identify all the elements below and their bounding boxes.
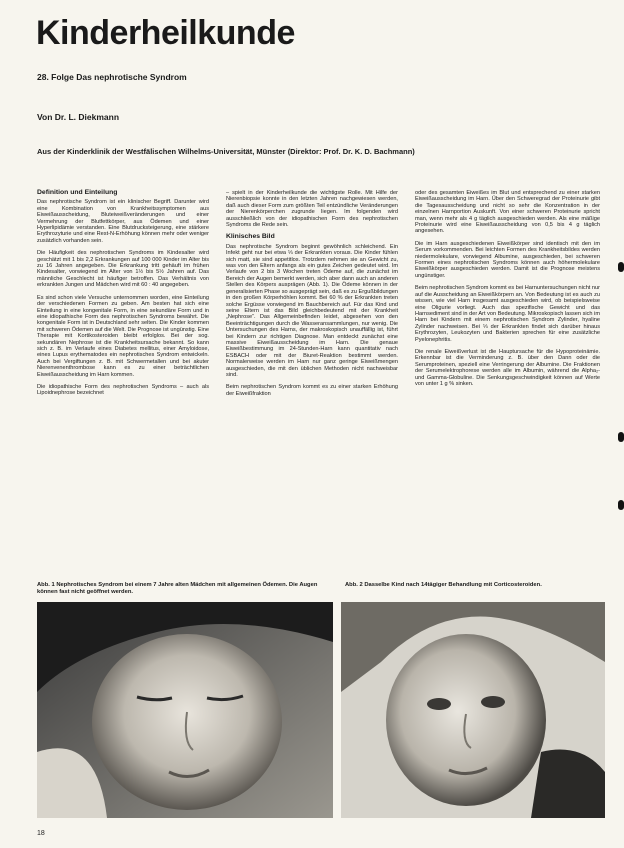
- page-number: 18: [37, 830, 45, 837]
- paragraph: Das nephrotische Syndrom ist ein klinischer Begriff. Darunter wird eine Kombination von Krankheitssymptomen aus Eiweißausscheidung, Bluteiweißveränderungen und einer Vermehrung der Blutfettkörper, aus Ödemen und einer Hyperlipidämie verstanden. Eine Blutdrucksteigerung, eine stärkere Erythrozyturie und eine Rest-N-Erhöhung können mehr oder weniger zusätzlich vorhanden sein.: [37, 199, 209, 244]
- page-title: Kinderheilkunde: [36, 14, 295, 52]
- paragraph: Beim nephrotischen Syndrom kommt es bei Harnuntersuchungen nicht nur auf die Ausscheidung an Eiweißkörpern an. Von Bedeutung ist es auch zu wissen, wie viel Harn insgesamt ausgeschieden wird, ob beispielsweise eine Oligurie vorliegt. Auch das spezifische Gewicht und das Harnsediment sind in der Art von Bedeutung. Mikroskopisch lassen sich im Harn bei Kindern mit einem nephrotischen Syndrom Zylinder, hyaline Zylinder nachweisen. Bei ⅓ der Erkrankten findet sich darüber hinaus Erythrozyten, Leukozyten und Bakterien sprechen für eine zusätzliche Pyelonephritis.: [415, 285, 601, 343]
- margin-mark: [618, 500, 624, 510]
- margin-mark: [618, 432, 624, 442]
- photo-child-before-treatment: [37, 602, 333, 818]
- photo-illustration: [341, 602, 605, 818]
- photo-illustration: [37, 602, 333, 818]
- figure-caption-2: Abb. 2 Dasselbe Kind nach 14tägiger Behandlung mit Corticosteroiden.: [345, 582, 542, 588]
- paragraph: Das nephrotische Syndrom beginnt gewöhnlich schleichend. Ein Infekt geht nur bei etwa ⅓ der Erkrankten voraus. Die Kinder fühlen sich matt, sie sind appetitlos. Trotzdem nehmen sie an Gewicht zu, was von den Eltern anfangs als ein gutes Zeichen gedeutet wird. Im Verlaufe von 2 bis 3 Wochen treten Ödeme auf, die zunächst im Bereich der Augen bemerkt werden, sich aber dann auch an anderen Stellen des Körpers ausprägen (Abb. 1). Die Ödeme können in der generalisierten Phase so ausgeprägt sein, daß es zu Ergußbildungen in den großen Körperhöhlen kommt. Bei 60 % der Erkrankten treten solche Ergüsse vorwiegend im Bauchbereich auf. Für das Kind und seine Eltern ist das Bild gleichbedeutend mit der Krankheit „Nephrose“. Das Allgemeinbefinden leidet, abgesehen von den Beeinträchtigungen durch die Wasseransammlungen, nur wenig. Die Untersuchungen des Harns, der makroskopisch unauffällig ist, führt bei Kindern zur richtigen Diagnose. Man entdeckt zunächst eine massive Eiweißausscheidung im Harn. Die genaue Eiweißbestimmung im 24-Stunden-Harn kann quantitativ nach ESBACH oder mit der Biuret-Reaktion bestimmt werden. Normalerweise werden im Harn nur ganz geringe Eiweißmengen ausgeschieden, die mit den üblichen Methoden nicht nachweisbar sind.: [226, 243, 398, 378]
- author-line: Von Dr. L. Diekmann: [37, 112, 120, 122]
- paragraph: oder des gesamten Eiweißes im Blut und entsprechend zu einer starken Eiweißausscheidung im Harn. Über den Schweregrad der Proteinurie gibt die Tagesausscheidung und nicht so sehr die Konzentration in der einzelnen Harnportion Auskunft. Von einer schweren Proteinurie spricht man, wenn mehr als 4 g täglich ausgeschieden werden. Als eine mäßige Proteinurie wird eine Eiweißausscheidung von 0,5 bis 4 g täglich angesehen.: [415, 190, 600, 235]
- margin-mark: [618, 262, 624, 272]
- paragraph: Es sind schon viele Versuche unternommen worden, eine Einteilung der verschiedenen Formen zu geben. Am besten hat sich eine Einteilung in eine kongenitale Form, in eine sekundäre Form und in eine idiopathische Form des nephrotischen Syndroms bewährt. Die kongenitale Form ist in Deutschland sehr selten. Die Kinder kommen mit schweren Ödemen auf die Welt. Die Prognose ist ungünstig. Eine Therapie mit Kortikosteroiden bleibt erfolglos. Bei der sog. sekundären Nephrose ist die Krankheitsursache bekannt. So kann sich z. B. im Verlaufe eines Diabetes mellitus, einer Amyloidose, eines Lupus erythematodes ein nephrotisches Syndrom entwickeln. Auch bei Vergiftungen z. B. mit Schwermetallen und bei akuter Nierenvenenthrombose kann es zu einer beträchtlichen Eiweißausscheidung im Harn kommen.: [37, 294, 209, 378]
- series-line: 28. Folge Das nephrotische Syndrom: [37, 72, 187, 82]
- photo-child-after-treatment: [341, 602, 605, 818]
- paragraph: Die idiopathische Form des nephrotischen Syndroms – auch als Lipoidnephrose bezeichnet: [37, 383, 209, 397]
- text-column-1: [37, 190, 209, 403]
- paragraph: Beim nephrotischen Syndrom kommt es zu einer starken Erhöhung der Eiweißfraktion: [226, 384, 398, 397]
- paragraph: Die Häufigkeit des nephrotischen Syndroms im Kindesalter wird geschätzt mit 1 bis 2,2 Erkrankungen auf 100 000 Kinder im Alter bis zu 16 Jahren angegeben. Die Erkrankung tritt gehäuft im frühen Kindesalter, vorwiegend im Alter von 1½ bis 5½ Jahren auf. Das männliche Geschlecht ist häufiger betroffen. Das Verhältnis von erkrankten Jungen und Mädchen wird mit 60 : 40 angegeben.: [37, 250, 209, 289]
- paragraph: Die renale Eiweißverlust ist die Hauptursache für die Hypoproteinämie. Erkennbar ist die Verminderung z. B. über den Dann oder die Serumproteinen, speziell eine Verringerung der Albumine. Die Fraktionen der Serumelektrophorese werden alle im Albumin, während die Alpha₂- und Gamma-Globuline. Die Senkungsgeschwindigkeit können auf Werte von unter 1 g % sinken.: [415, 348, 600, 387]
- text-column-2: [226, 190, 398, 403]
- paragraph: – spielt in der Kinderheilkunde die wichtigste Rolle. Mit Hilfe der Nierenbiopsie konnte in den letzten Jahren nachgewiesen werden, daß auch dieser Form zum größten Teil entzündliche Veränderungen der Nierenkörperchen zugrunde liegen. Im folgenden wird ausschließlich von der idiopathischen Form des nephrotischen Syndroms die Rede sein.: [226, 190, 398, 229]
- section-heading-definition: Definition und Einteilung: [37, 189, 118, 196]
- section-heading-clinical: Klinisches Bild: [226, 233, 275, 241]
- affiliation-line: Aus der Kinderklinik der Westfälischen Wilhelms-Universität, Münster (Direktor: Prof. Dr. K. D. Bachmann): [37, 147, 415, 156]
- figure-caption-1: Abb. 1 Nephrotisches Syndrom bei einem 7 Jahre alten Mädchen mit allgemeinen Ödemen. Die Augen können fast nicht geöffnet werden.: [37, 582, 318, 595]
- text-column-3: [415, 190, 600, 393]
- paragraph: Die im Harn ausgeschiedenen Eiweißkörper sind identisch mit den im Serum vorkommenden. Bei leichten Formen des Krankheitsbildes werden niedermolekulare, vorwiegend Albumine, ausgeschieden, bei schweren Formen eines nephrotischen Syndroms können auch höhermolekulare Eiweißkörper ausgeschieden werden. Damit ist die Prognose meistens ungünstiger.: [415, 240, 600, 279]
